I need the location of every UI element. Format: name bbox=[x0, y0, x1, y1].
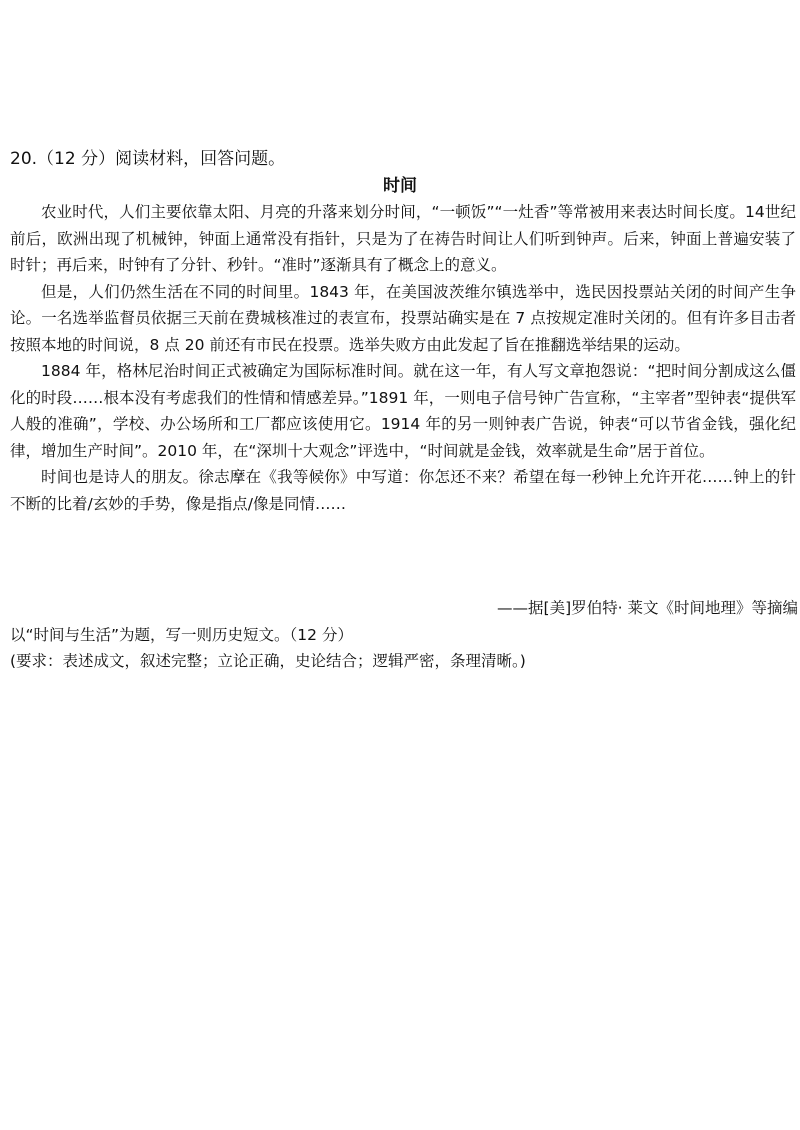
task-requirements: (要求：表述成文，叙述完整；立论正确，史论结合；逻辑严密，条理清晰。) bbox=[10, 652, 526, 670]
paragraph-agricultural-era: 农业时代，人们主要依靠太阳、月亮的升落来划分时间，“一顿饭”“一灶香”等常被用来表达时间长度。14世纪前后，欧洲出现了机械钟，钟面上通常没有指针，只是为了在祷告时间让人们听到钟声。后来，钟面上普遍安装了时针；再后来，时钟有了分针、秒针。“准时”逐渐具有了概念上的意义。 bbox=[10, 203, 796, 274]
article-body bbox=[10, 199, 796, 517]
source-attribution: ——据[美]罗伯特· 莱文《时间地理》等摘编 bbox=[497, 599, 798, 617]
question-header: 20.（12 分）阅读材料，回答问题。 bbox=[10, 149, 286, 169]
paragraph-greenwich-time: 1884 年，格林尼治时间正式被确定为国际标准时间。就在这一年，有人写文章抱怨说：“把时间分割成这么僵化的时段……根本没有考虑我们的性情和情感差异。”1891 年，一则电子信号钟广告宣称，“主宰者”型钟表“提供军人般的准确”，学校、办公场所和工厂都应该使用它。1914 年的另一则钟表广告说，钟表“可以节省金钱，强化纪律，增加生产时间”。2010 年，在“深圳十大观念”评选中，“时间就是金钱，效率就是生命”居于首位。 bbox=[10, 362, 796, 460]
task-prompt: 以“时间与生活”为题，写一则历史短文。（12 分） bbox=[10, 626, 353, 644]
article-title: 时间 bbox=[383, 176, 417, 196]
paragraph-election-dispute: 但是，人们仍然生活在不同的时间里。1843 年，在美国波茨维尔镇选举中，选民因投票站关闭的时间产生争论。一名选举监督员依据三天前在费城核准过的表宣布，投票站确实是在 7 点按规定准时关闭的。但有许多目击者按照本地的时间说，8 点 20 前还有市民在投票。选举失败方由此发起了旨在推翻选举结果的运动。 bbox=[10, 282, 796, 354]
paragraph-poet: 时间也是诗人的朋友。徐志摩在《我等候你》中写道：你怎还不来？希望在每一秒钟上允许开花……钟上的针不断的比着/玄妙的手势，像是指点/像是同情…… bbox=[10, 468, 796, 513]
